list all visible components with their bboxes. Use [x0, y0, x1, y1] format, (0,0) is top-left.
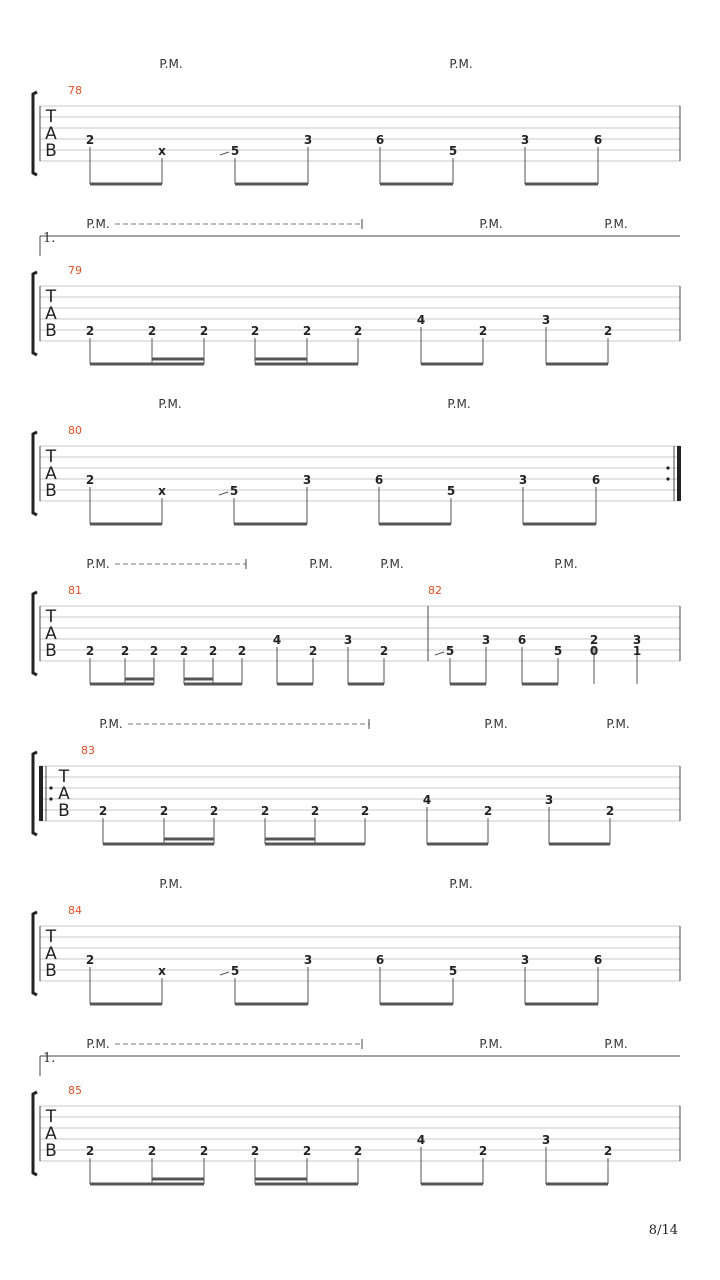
- slide-mark: [219, 492, 228, 495]
- palm-mute-label: P.M.: [604, 217, 628, 231]
- fret-number: 2: [147, 324, 157, 338]
- fret-number: 3: [520, 133, 530, 147]
- fret-number: 4: [422, 793, 432, 807]
- fret-number: 2: [149, 644, 159, 658]
- fret-number: 6: [593, 133, 603, 147]
- repeat-dot: [666, 477, 669, 480]
- fret-number: x: [158, 144, 166, 158]
- tab-system: [33, 557, 680, 684]
- fret-number: 5: [553, 644, 563, 658]
- fret-number: 6: [375, 133, 385, 147]
- fret-number: 2: [250, 1144, 260, 1158]
- palm-mute-label: P.M.: [86, 217, 110, 231]
- bar-number: 81: [68, 584, 82, 597]
- palm-mute-label: P.M.: [554, 557, 578, 571]
- bar-number: 80: [68, 424, 82, 437]
- fret-number: 2: [85, 1144, 95, 1158]
- fret-number: 2: [379, 644, 389, 658]
- fret-number: 2: [603, 1144, 613, 1158]
- bar-number: 82: [428, 584, 442, 597]
- tab-clef-letter: T: [45, 447, 57, 467]
- bar-number: 84: [68, 904, 82, 917]
- fret-number: 3: [520, 953, 530, 967]
- fret-number: 5: [229, 484, 239, 498]
- fret-number: 2: [302, 1144, 312, 1158]
- fret-number: 2: [478, 324, 488, 338]
- tab-clef-letter: A: [45, 124, 57, 144]
- tab-clef-letter: A: [58, 784, 70, 804]
- tab-clef-letter: A: [45, 464, 57, 484]
- fret-number: 6: [591, 473, 601, 487]
- fret-number: 2: [98, 804, 108, 818]
- fret-number: 3: [481, 633, 491, 647]
- fret-number: 2: [310, 804, 320, 818]
- fret-number: 2: [85, 644, 95, 658]
- staff-brace: [33, 592, 37, 675]
- end-repeat-thick-line: [677, 446, 681, 501]
- fret-number: 3: [518, 473, 528, 487]
- staff-brace: [33, 1092, 37, 1175]
- fret-number: 2: [589, 633, 599, 647]
- tab-clef-letter: T: [45, 927, 57, 947]
- palm-mute-label: P.M.: [449, 57, 473, 71]
- fret-number: 4: [272, 633, 282, 647]
- fret-number: 2: [260, 804, 270, 818]
- tab-clef-letter: T: [45, 1107, 57, 1127]
- repeat-dot: [666, 466, 669, 469]
- fret-number: 3: [303, 953, 313, 967]
- fret-number: x: [158, 484, 166, 498]
- tab-clef-letter: A: [45, 624, 57, 644]
- volta-number: 1.: [43, 1051, 56, 1066]
- staff-brace: [33, 272, 37, 355]
- fret-number: 5: [230, 144, 240, 158]
- fret-number: 5: [230, 964, 240, 978]
- start-repeat-thick-line: [39, 766, 43, 821]
- fret-number: 5: [445, 644, 455, 658]
- tab-system: [33, 877, 680, 1004]
- palm-mute-label: P.M.: [86, 1037, 110, 1051]
- staff-brace: [33, 912, 37, 995]
- fret-number: 2: [603, 324, 613, 338]
- fret-number: x: [158, 964, 166, 978]
- slide-mark: [435, 652, 444, 655]
- fret-number: 2: [179, 644, 189, 658]
- fret-number: 3: [343, 633, 353, 647]
- tab-clef-letter: B: [45, 141, 57, 161]
- fret-number: 5: [448, 964, 458, 978]
- repeat-dot: [49, 786, 52, 789]
- tab-clef-letter: T: [58, 767, 70, 787]
- fret-number: 2: [147, 1144, 157, 1158]
- tab-clef-letter: A: [45, 304, 57, 324]
- fret-number: 3: [302, 473, 312, 487]
- page-number: 8/14: [648, 1223, 678, 1238]
- tab-system: [33, 57, 680, 184]
- fret-number: 2: [85, 324, 95, 338]
- palm-mute-label: P.M.: [380, 557, 404, 571]
- palm-mute-label: P.M.: [604, 1037, 628, 1051]
- tab-system: [33, 1037, 680, 1184]
- fret-number: 6: [374, 473, 384, 487]
- fret-number: 2: [85, 133, 95, 147]
- fret-number: 2: [360, 804, 370, 818]
- palm-mute-label: P.M.: [447, 397, 471, 411]
- fret-number: 2: [308, 644, 318, 658]
- fret-number: 2: [483, 804, 493, 818]
- tab-clef-letter: A: [45, 944, 57, 964]
- fret-number: 3: [544, 793, 554, 807]
- fret-number: 2: [353, 1144, 363, 1158]
- tab-system: [33, 397, 681, 524]
- fret-number: 6: [375, 953, 385, 967]
- fret-number: 3: [303, 133, 313, 147]
- tab-clef-letter: B: [45, 481, 57, 501]
- fret-number: 6: [593, 953, 603, 967]
- fret-number: 2: [237, 644, 247, 658]
- tab-clef-letter: B: [45, 641, 57, 661]
- fret-number: 3: [541, 313, 551, 327]
- tab-clef-letter: B: [45, 961, 57, 981]
- fret-number: 2: [605, 804, 615, 818]
- tab-clef-letter: T: [45, 107, 57, 127]
- bar-number: 78: [68, 84, 82, 97]
- palm-mute-label: P.M.: [158, 397, 182, 411]
- palm-mute-label: P.M.: [86, 557, 110, 571]
- palm-mute-label: P.M.: [449, 877, 473, 891]
- palm-mute-label: P.M.: [159, 877, 183, 891]
- fret-number: 2: [199, 1144, 209, 1158]
- palm-mute-label: P.M.: [99, 717, 123, 731]
- palm-mute-label: P.M.: [309, 557, 333, 571]
- fret-number: 2: [120, 644, 130, 658]
- fret-number: 5: [446, 484, 456, 498]
- bar-number: 85: [68, 1084, 82, 1097]
- tab-system: [33, 217, 680, 364]
- fret-number: 5: [448, 144, 458, 158]
- palm-mute-label: P.M.: [479, 1037, 503, 1051]
- fret-number: 2: [159, 804, 169, 818]
- fret-number: 2: [353, 324, 363, 338]
- bar-number: 83: [81, 744, 95, 757]
- fret-number: 2: [209, 804, 219, 818]
- fret-number: 2: [250, 324, 260, 338]
- fret-number: 3: [632, 633, 642, 647]
- tab-clef-letter: T: [45, 607, 57, 627]
- fret-number: 2: [199, 324, 209, 338]
- fret-number: 6: [517, 633, 527, 647]
- tab-system: [33, 717, 680, 844]
- slide-mark: [220, 152, 229, 155]
- tab-clef-letter: T: [45, 287, 57, 307]
- fret-number: 2: [85, 473, 95, 487]
- staff-brace: [33, 92, 37, 175]
- fret-number: 1: [632, 644, 642, 658]
- bar-number: 79: [68, 264, 82, 277]
- fret-number: 2: [208, 644, 218, 658]
- repeat-dot: [49, 797, 52, 800]
- palm-mute-label: P.M.: [159, 57, 183, 71]
- tab-clef-letter: A: [45, 1124, 57, 1144]
- fret-number: 2: [302, 324, 312, 338]
- palm-mute-label: P.M.: [479, 217, 503, 231]
- palm-mute-label: P.M.: [606, 717, 630, 731]
- fret-number: 0: [589, 644, 599, 658]
- tab-clef-letter: B: [58, 801, 70, 821]
- fret-number: 3: [541, 1133, 551, 1147]
- palm-mute-label: P.M.: [484, 717, 508, 731]
- fret-number: 4: [416, 313, 426, 327]
- tab-clef-letter: B: [45, 1141, 57, 1161]
- fret-number: 2: [85, 953, 95, 967]
- fret-number: 4: [416, 1133, 426, 1147]
- staff-brace: [33, 752, 37, 835]
- tab-clef-letter: B: [45, 321, 57, 341]
- volta-number: 1.: [43, 231, 56, 246]
- fret-number: 2: [478, 1144, 488, 1158]
- staff-brace: [33, 432, 37, 515]
- slide-mark: [220, 972, 229, 975]
